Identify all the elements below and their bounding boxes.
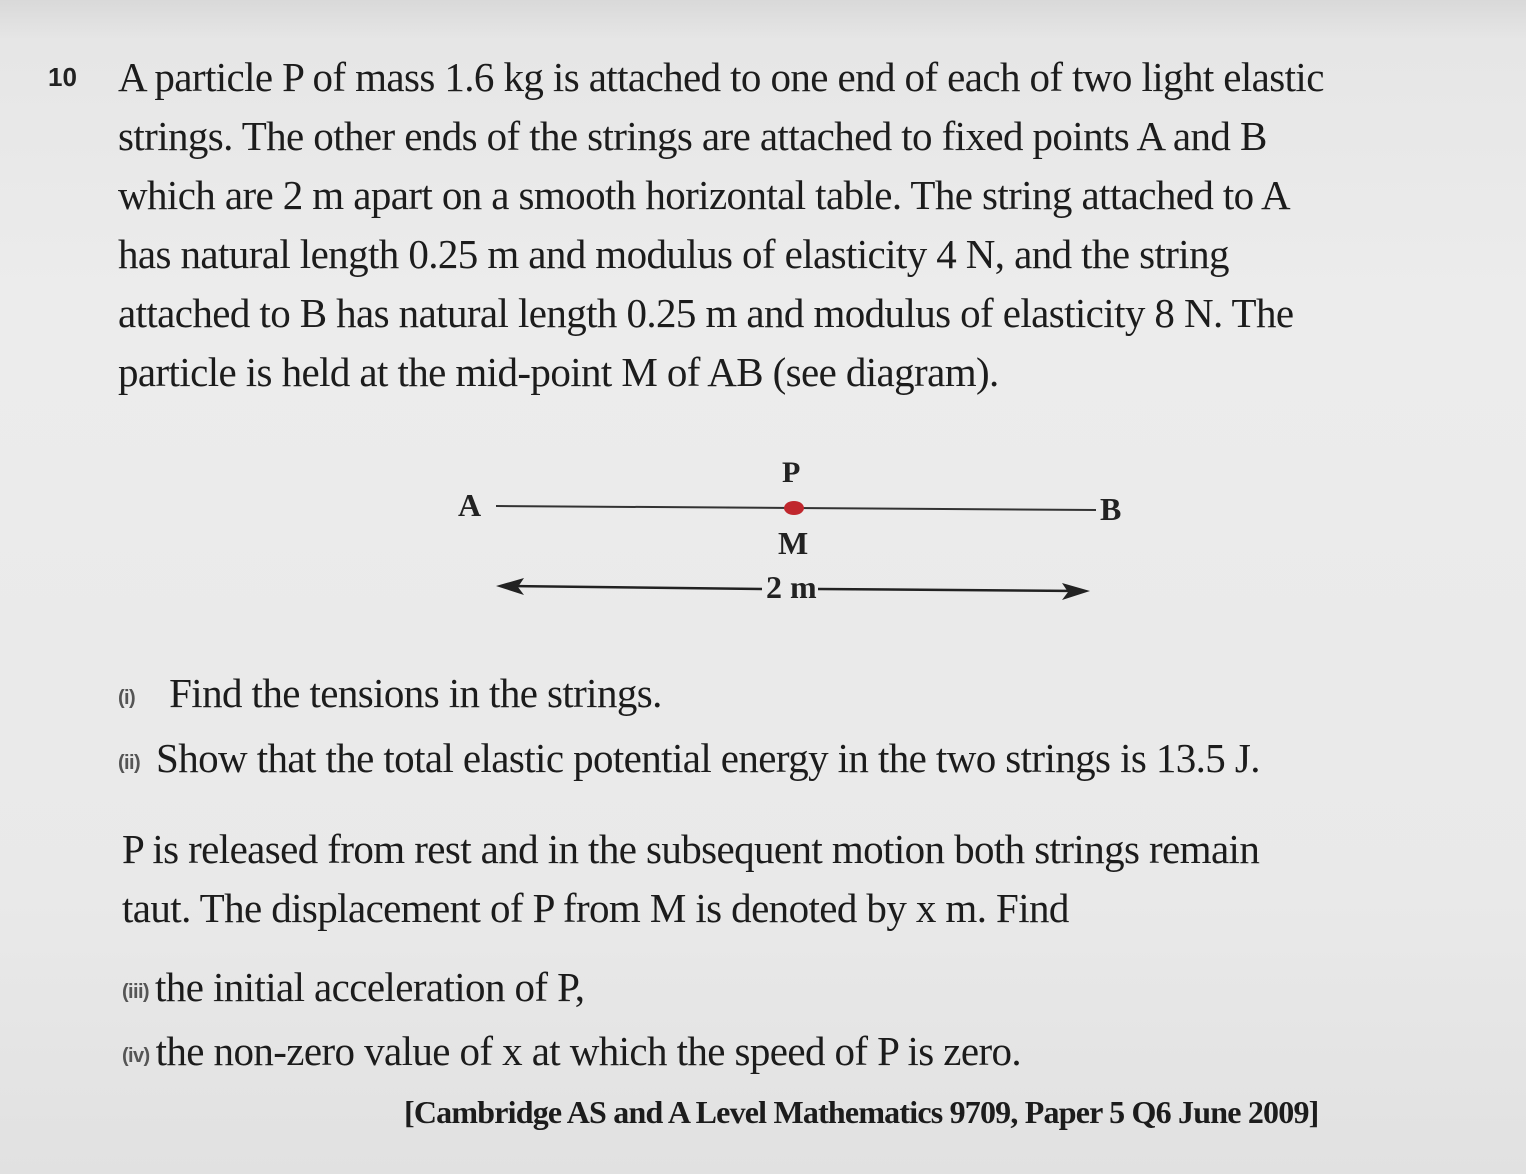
part-number: (ii) xyxy=(118,751,141,774)
release-paragraph xyxy=(122,820,1482,938)
distance-arrow-right-line xyxy=(818,589,1080,591)
string-ap xyxy=(496,506,794,508)
part-text: the initial acceleration of P, xyxy=(155,964,585,1010)
part-text: Find the tensions in the strings. xyxy=(169,670,662,716)
stem-line: attached to B has natural length 0.25 m and modulus of elasticity 8 N. The xyxy=(118,290,1294,336)
stem-line: A particle P of mass 1.6 kg is attached to one end of each of two light elastic xyxy=(118,54,1324,100)
source-citation: [Cambridge AS and A Level Mathematics 9709, Paper 5 Q6 June 2009] xyxy=(404,1094,1319,1130)
stem-line: strings. The other ends of the strings are attached to fixed points A and B xyxy=(118,113,1267,159)
release-line: P is released from rest and in the subsequent motion both strings remain xyxy=(122,826,1260,872)
question-stem xyxy=(118,48,1478,402)
question-number: 10 xyxy=(48,62,77,92)
distance-arrow-left-line xyxy=(504,586,762,589)
label-a: A xyxy=(458,487,482,523)
part-text: Show that the total elastic potential energy in the two strings is 13.5 J. xyxy=(156,735,1260,781)
part-iv xyxy=(122,1026,1021,1081)
part-iii xyxy=(122,962,584,1017)
string-pb xyxy=(794,508,1096,510)
part-number: (iv) xyxy=(122,1044,150,1067)
part-ii xyxy=(118,733,1260,788)
strings-diagram xyxy=(440,448,1160,618)
stem-line: has natural length 0.25 m and modulus of elasticity 4 N, and the string xyxy=(118,231,1229,277)
stem-line: particle is held at the mid-point M of AB (see diagram). xyxy=(118,349,999,395)
release-line: taut. The displacement of P from M is denoted by x m. Find xyxy=(122,885,1069,931)
stem-line: which are 2 m apart on a smooth horizontal table. The string attached to A xyxy=(118,172,1290,218)
part-i xyxy=(118,668,662,723)
particle-p xyxy=(784,501,804,515)
distance-label: 2 m xyxy=(766,569,817,605)
part-number: (i) xyxy=(118,686,136,709)
part-text: the non-zero value of x at which the speed of P is zero. xyxy=(155,1028,1022,1074)
label-m: M xyxy=(778,525,809,561)
label-p: P xyxy=(782,456,801,489)
label-b: B xyxy=(1100,491,1122,527)
part-number: (iii) xyxy=(122,980,149,1003)
